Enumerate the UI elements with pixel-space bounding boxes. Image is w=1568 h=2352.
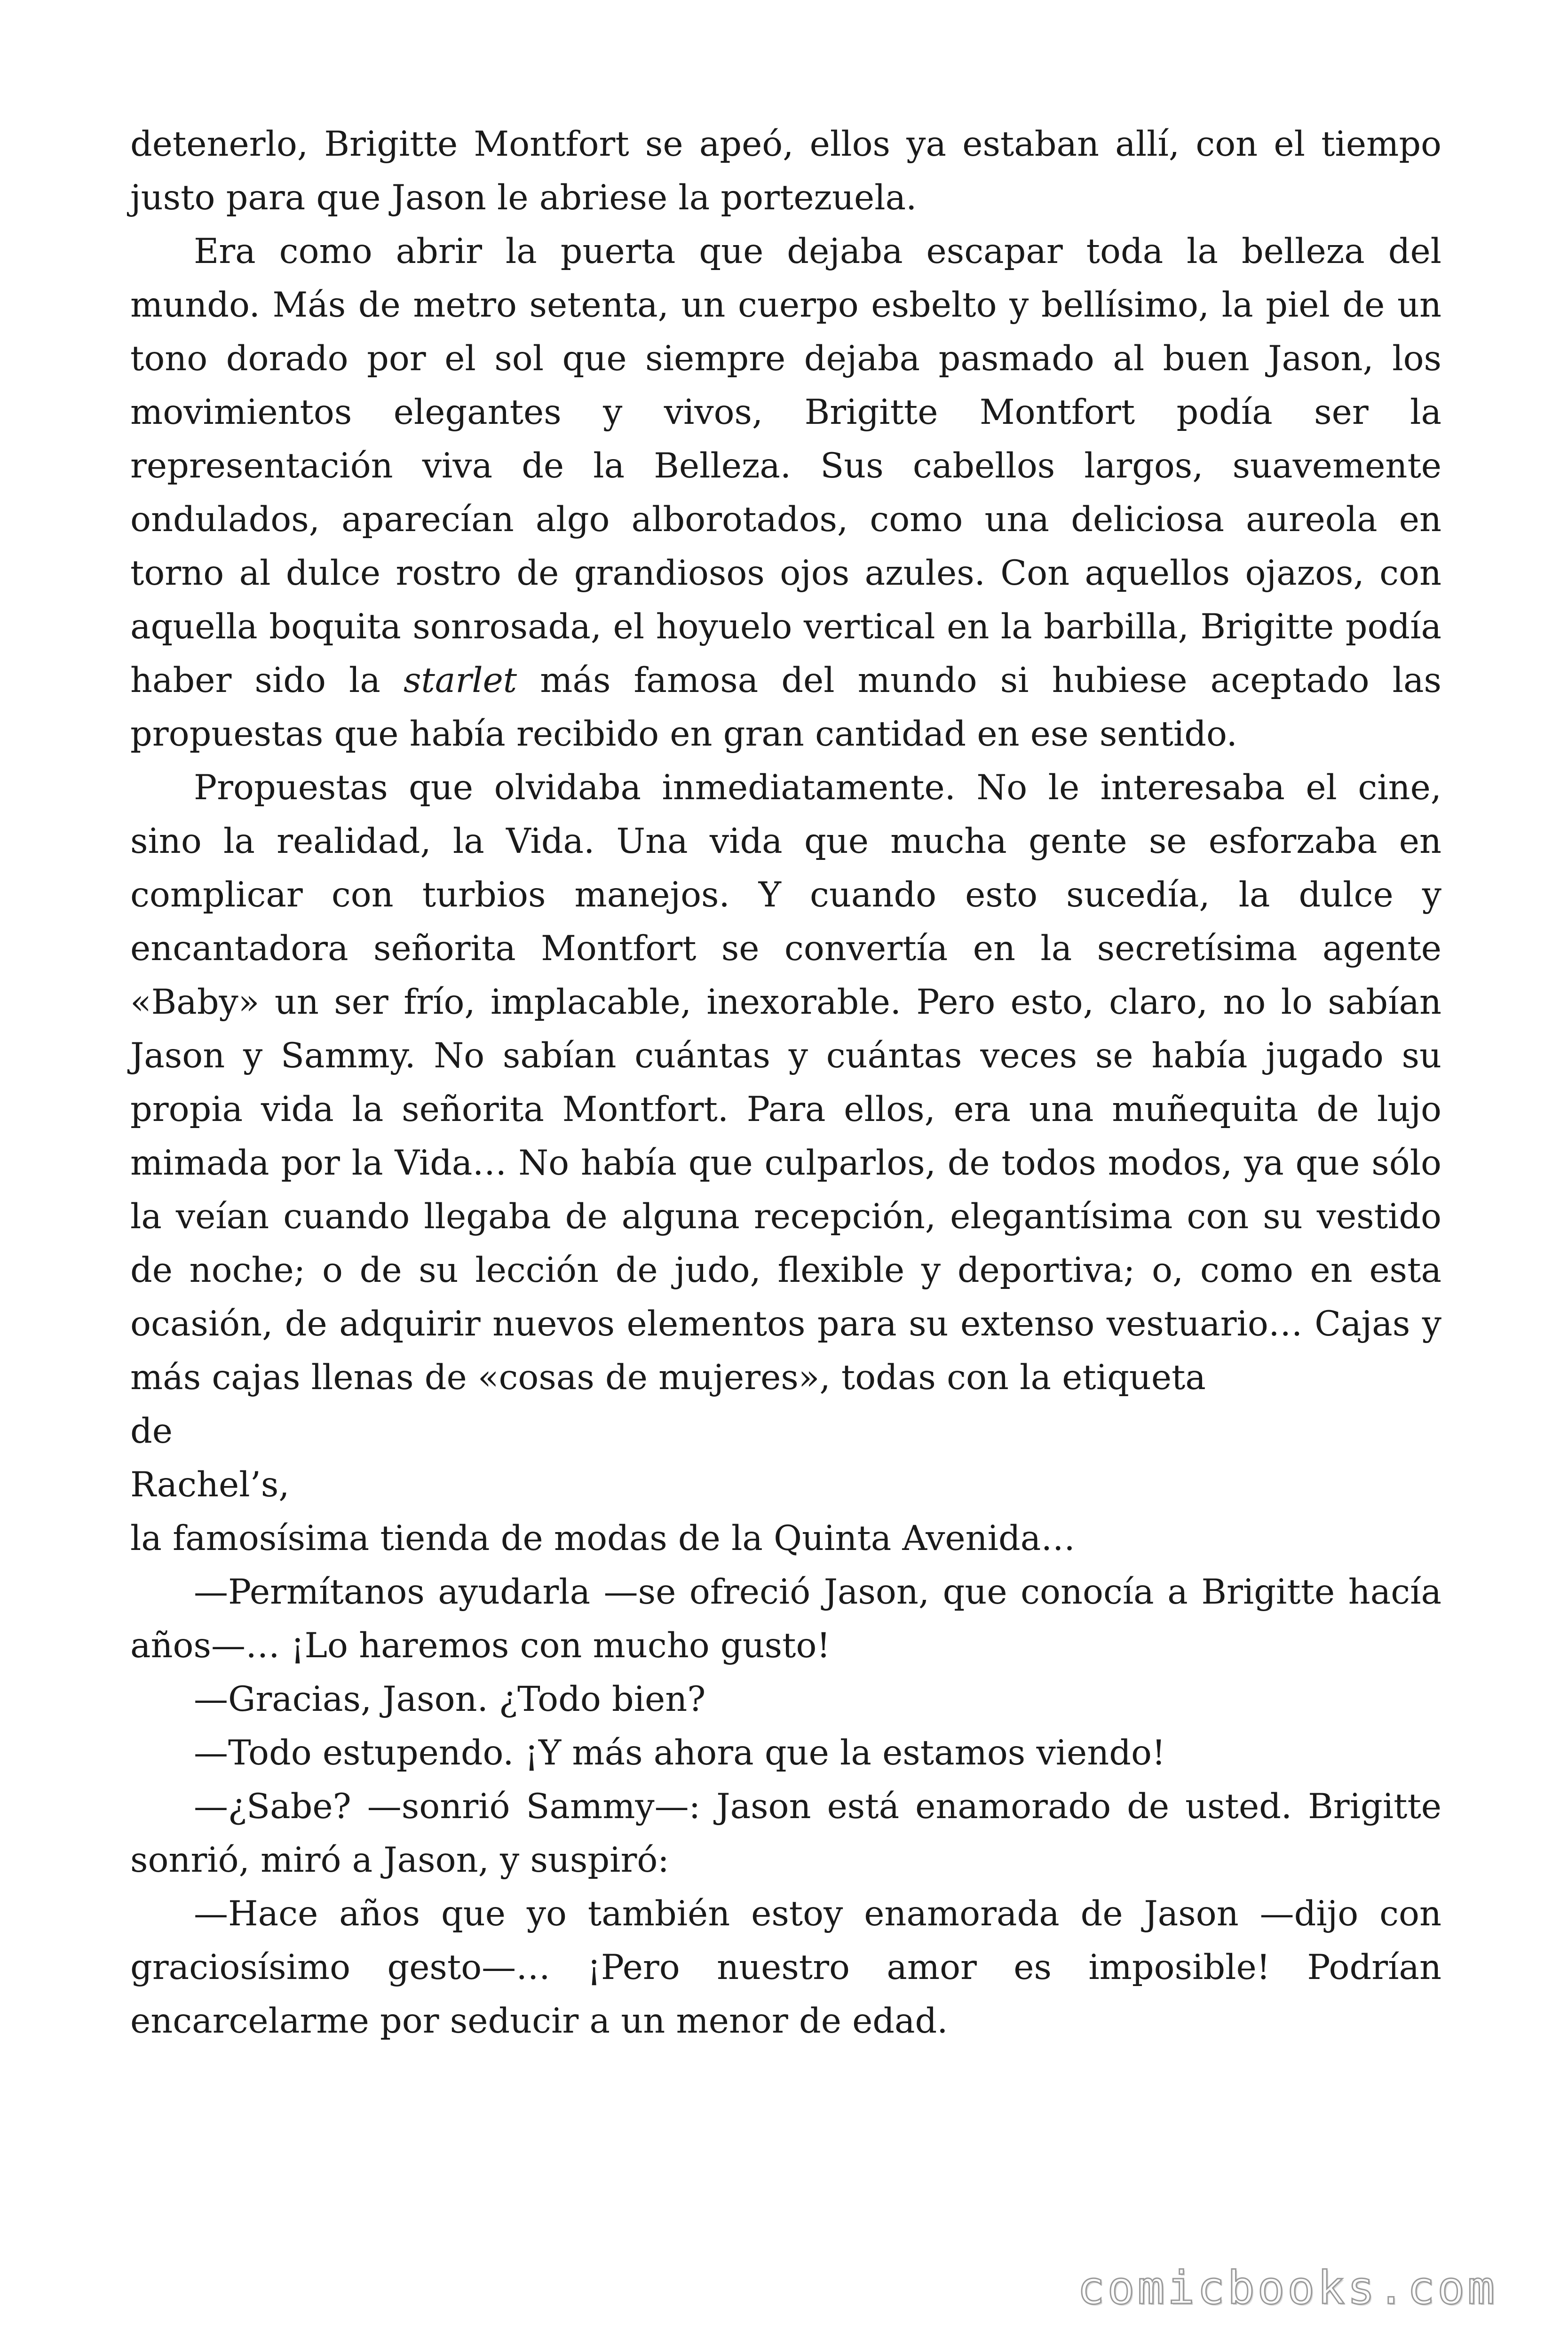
paragraph-3: Propuestas que olvidaba inmediatamente. No le interesaba el cine, sino la realidad, la Vida. Una vida que mucha gente se esforzaba en complicar con turbios manejos. Y cuando esto sucedía, la dulce y encantadora señorita Montfort se convertía en la secretísima agente «Baby» un ser frío, implacable, inexorable. Pero esto, claro, no lo sabían Jason y Sammy. No sabían cuántas y cuántas veces se había jugado su propia vida la señorita Montfort. Para ellos, era una muñequita de lujo mimada por la Vida… No había que culparlos, de todos modos, ya que sólo la veían cuando llegaba de alguna recepción, elegantísima con su vestido de noche; o de su lección de judo, flexible y deportiva; o, como en esta ocasión, de adquirir nuevos elementos para su extenso vestuario… Cajas y más cajas llenas de «cosas de mujeres», todas con la etiqueta <box>130 768 1441 1398</box>
paragraph-5: Rachel’s, <box>130 1465 290 1505</box>
paragraph-1: detenerlo, Brigitte Montfort se apeó, ellos ya estaban allí, con el tiempo justo para que Jason le abriese la portezuela. <box>130 124 1441 218</box>
dialogue-3: —Todo estupendo. ¡Y más ahora que la estamos viendo! <box>194 1733 1166 1773</box>
paragraph-2-italic: starlet <box>404 660 517 700</box>
paragraph-2-text: Era como abrir la puerta que dejaba escapar toda la belleza del mundo. Más de metro setenta, un cuerpo esbelto y bellísimo, la piel de un tono dorado por el sol que siempre dejaba pasmado al buen Jason, los movimientos elegantes y vivos, Brigitte Montfort podía ser la representación viva de la Belleza. Sus cabellos largos, suavemente ondulados, aparecían algo alborotados, como una deliciosa aureola en torno al dulce rostro de grandiosos ojos azules. Con aquellos ojazos, con aquella boquita sonrosada, el hoyuelo vertical en la barbilla, Brigitte podía haber sido la <box>130 231 1441 700</box>
watermark: comicbooks.com <box>1077 2262 1497 2314</box>
page-body <box>130 118 1441 2048</box>
dialogue-2: —Gracias, Jason. ¿Todo bien? <box>194 1679 706 1719</box>
paragraph-2-after: más famosa del mundo si hubiese aceptado las propuestas que había recibido en gran cantidad en ese sentido. <box>130 660 1441 754</box>
paragraph-2 <box>130 225 1441 761</box>
paragraph-4: de <box>130 1411 173 1451</box>
dialogue-5: —Hace años que yo también estoy enamorada de Jason —dijo con graciosísimo gesto—… ¡Pero nuestro amor es imposible! Podrían encarcelarme por seducir a un menor de edad. <box>130 1894 1441 2041</box>
dialogue-1: —Permítanos ayudarla —se ofreció Jason, que conocía a Brigitte hacía años—… ¡Lo haremos con mucho gusto! <box>130 1572 1441 1666</box>
dialogue-4: —¿Sabe? —sonrió Sammy—: Jason está enamorado de usted. Brigitte sonrió, miró a Jason, y suspiró: <box>130 1787 1441 1880</box>
paragraph-6: la famosísima tienda de modas de la Quinta Avenida… <box>130 1518 1076 1558</box>
